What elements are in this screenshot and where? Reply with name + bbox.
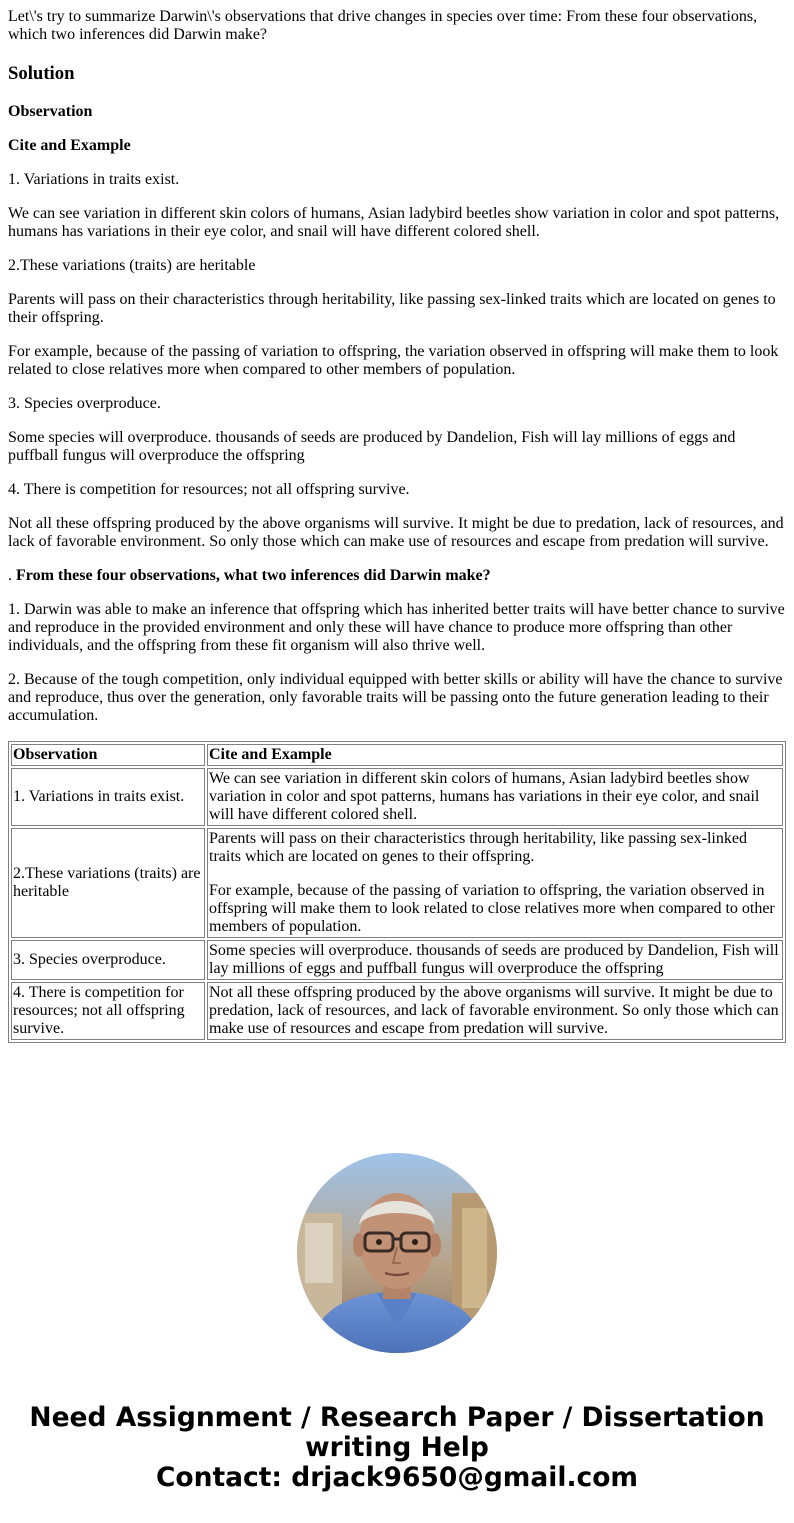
table-cell-title: 2.These variations (traits) are heritable <box>11 828 205 938</box>
avatar-portrait-icon <box>297 1153 497 1353</box>
table-header-observation: Observation <box>11 744 205 766</box>
obs2-title: 2.These variations (traits) are heritable <box>8 257 256 274</box>
table-cell-text: Some species will overproduce. thousands of seeds are produced by Dandelion, Fish will lay millions of eggs and puffball fungus will overproduce the offspring <box>207 940 783 980</box>
obs3-text: Some species will overproduce. thousands of seeds are produced by Dandelion, Fish will lay millions of eggs and puffball fungus will overproduce the offspring <box>8 429 736 464</box>
observation-heading: Observation <box>8 103 93 120</box>
table-cell-text <box>207 828 783 938</box>
obs2-text: Parents will pass on their characteristics through heritability, like passing sex-linked traits which are located on genes to their offspring. <box>8 291 776 326</box>
inference-heading: From these four observations, what two inferences did Darwin make? <box>16 567 491 584</box>
promo-line-1: Need Assignment / Research Paper / Dissertation writing Help <box>29 1402 765 1463</box>
table-row <box>11 768 783 826</box>
promo-contact: Contact: drjack9650@gmail.com <box>155 1462 639 1493</box>
table-row <box>11 982 783 1040</box>
table-header-cite: Cite and Example <box>207 744 783 766</box>
table-cell-text: Not all these offspring produced by the above organisms will survive. It might be due to predation, lack of resources, and lack of favorable environment. So only those which can make use of resources and escape from predation will survive. <box>207 982 783 1040</box>
table-header-row <box>11 744 783 766</box>
inference-1: 1. Darwin was able to make an inference that offspring which has inherited better traits will have better chance to survive and reproduce in the provided environment and only these will have chance to produce more offspring than other individuals, and the offspring from these fit organism will also thrive well. <box>8 601 785 654</box>
table-cell-title: 1. Variations in traits exist. <box>11 768 205 826</box>
solution-heading: Solution <box>8 63 75 84</box>
question-text: Let\'s try to summarize Darwin\'s observations that drive changes in species over time: From these four observations, which two inferences did Darwin make? <box>8 8 758 43</box>
promo-banner <box>0 1403 794 1493</box>
obs3-title: 3. Species overproduce. <box>8 395 161 412</box>
table-cell-text: We can see variation in different skin colors of humans, Asian ladybird beetles show variation in color and spot patterns, humans has variations in their eye color, and snail will have different colored shell. <box>207 768 783 826</box>
table-cell-paragraph: For example, because of the passing of variation to offspring, the variation observed in offspring will make them to look related to close relatives more when compared to other members of population. <box>209 882 775 935</box>
table-cell-paragraph: Parents will pass on their characteristics through heritability, like passing sex-linked traits which are located on genes to their offspring. <box>209 830 747 865</box>
obs4-title: 4. There is competition for resources; not all offspring survive. <box>8 481 410 498</box>
obs1-text: We can see variation in different skin colors of humans, Asian ladybird beetles show variation in color and spot patterns, humans has variations in their eye color, and snail will have different colored shell. <box>8 205 780 240</box>
avatar <box>297 1153 497 1353</box>
obs2-example: For example, because of the passing of variation to offspring, the variation observed in offspring will make them to look related to close relatives more when compared to other members of population. <box>8 343 779 378</box>
observation-table <box>8 741 786 1043</box>
inference-prefix: . <box>8 567 16 584</box>
table-row <box>11 828 783 938</box>
inference-2: 2. Because of the tough competition, only individual equipped with better skills or ability will have the chance to survive and reproduce, thus over the generation, only favorable traits will be passing onto the future generation leading to their accumulation. <box>8 671 783 724</box>
obs1-title: 1. Variations in traits exist. <box>8 171 180 188</box>
table-cell-title: 3. Species overproduce. <box>11 940 205 980</box>
table-cell-title: 4. There is competition for resources; not all offspring survive. <box>11 982 205 1040</box>
table-row <box>11 940 783 980</box>
cite-heading: Cite and Example <box>8 137 131 154</box>
obs4-text: Not all these offspring produced by the above organisms will survive. It might be due to predation, lack of resources, and lack of favorable environment. So only those which can make use of resources and escape from predation will survive. <box>8 515 784 550</box>
inference-question <box>8 567 786 585</box>
